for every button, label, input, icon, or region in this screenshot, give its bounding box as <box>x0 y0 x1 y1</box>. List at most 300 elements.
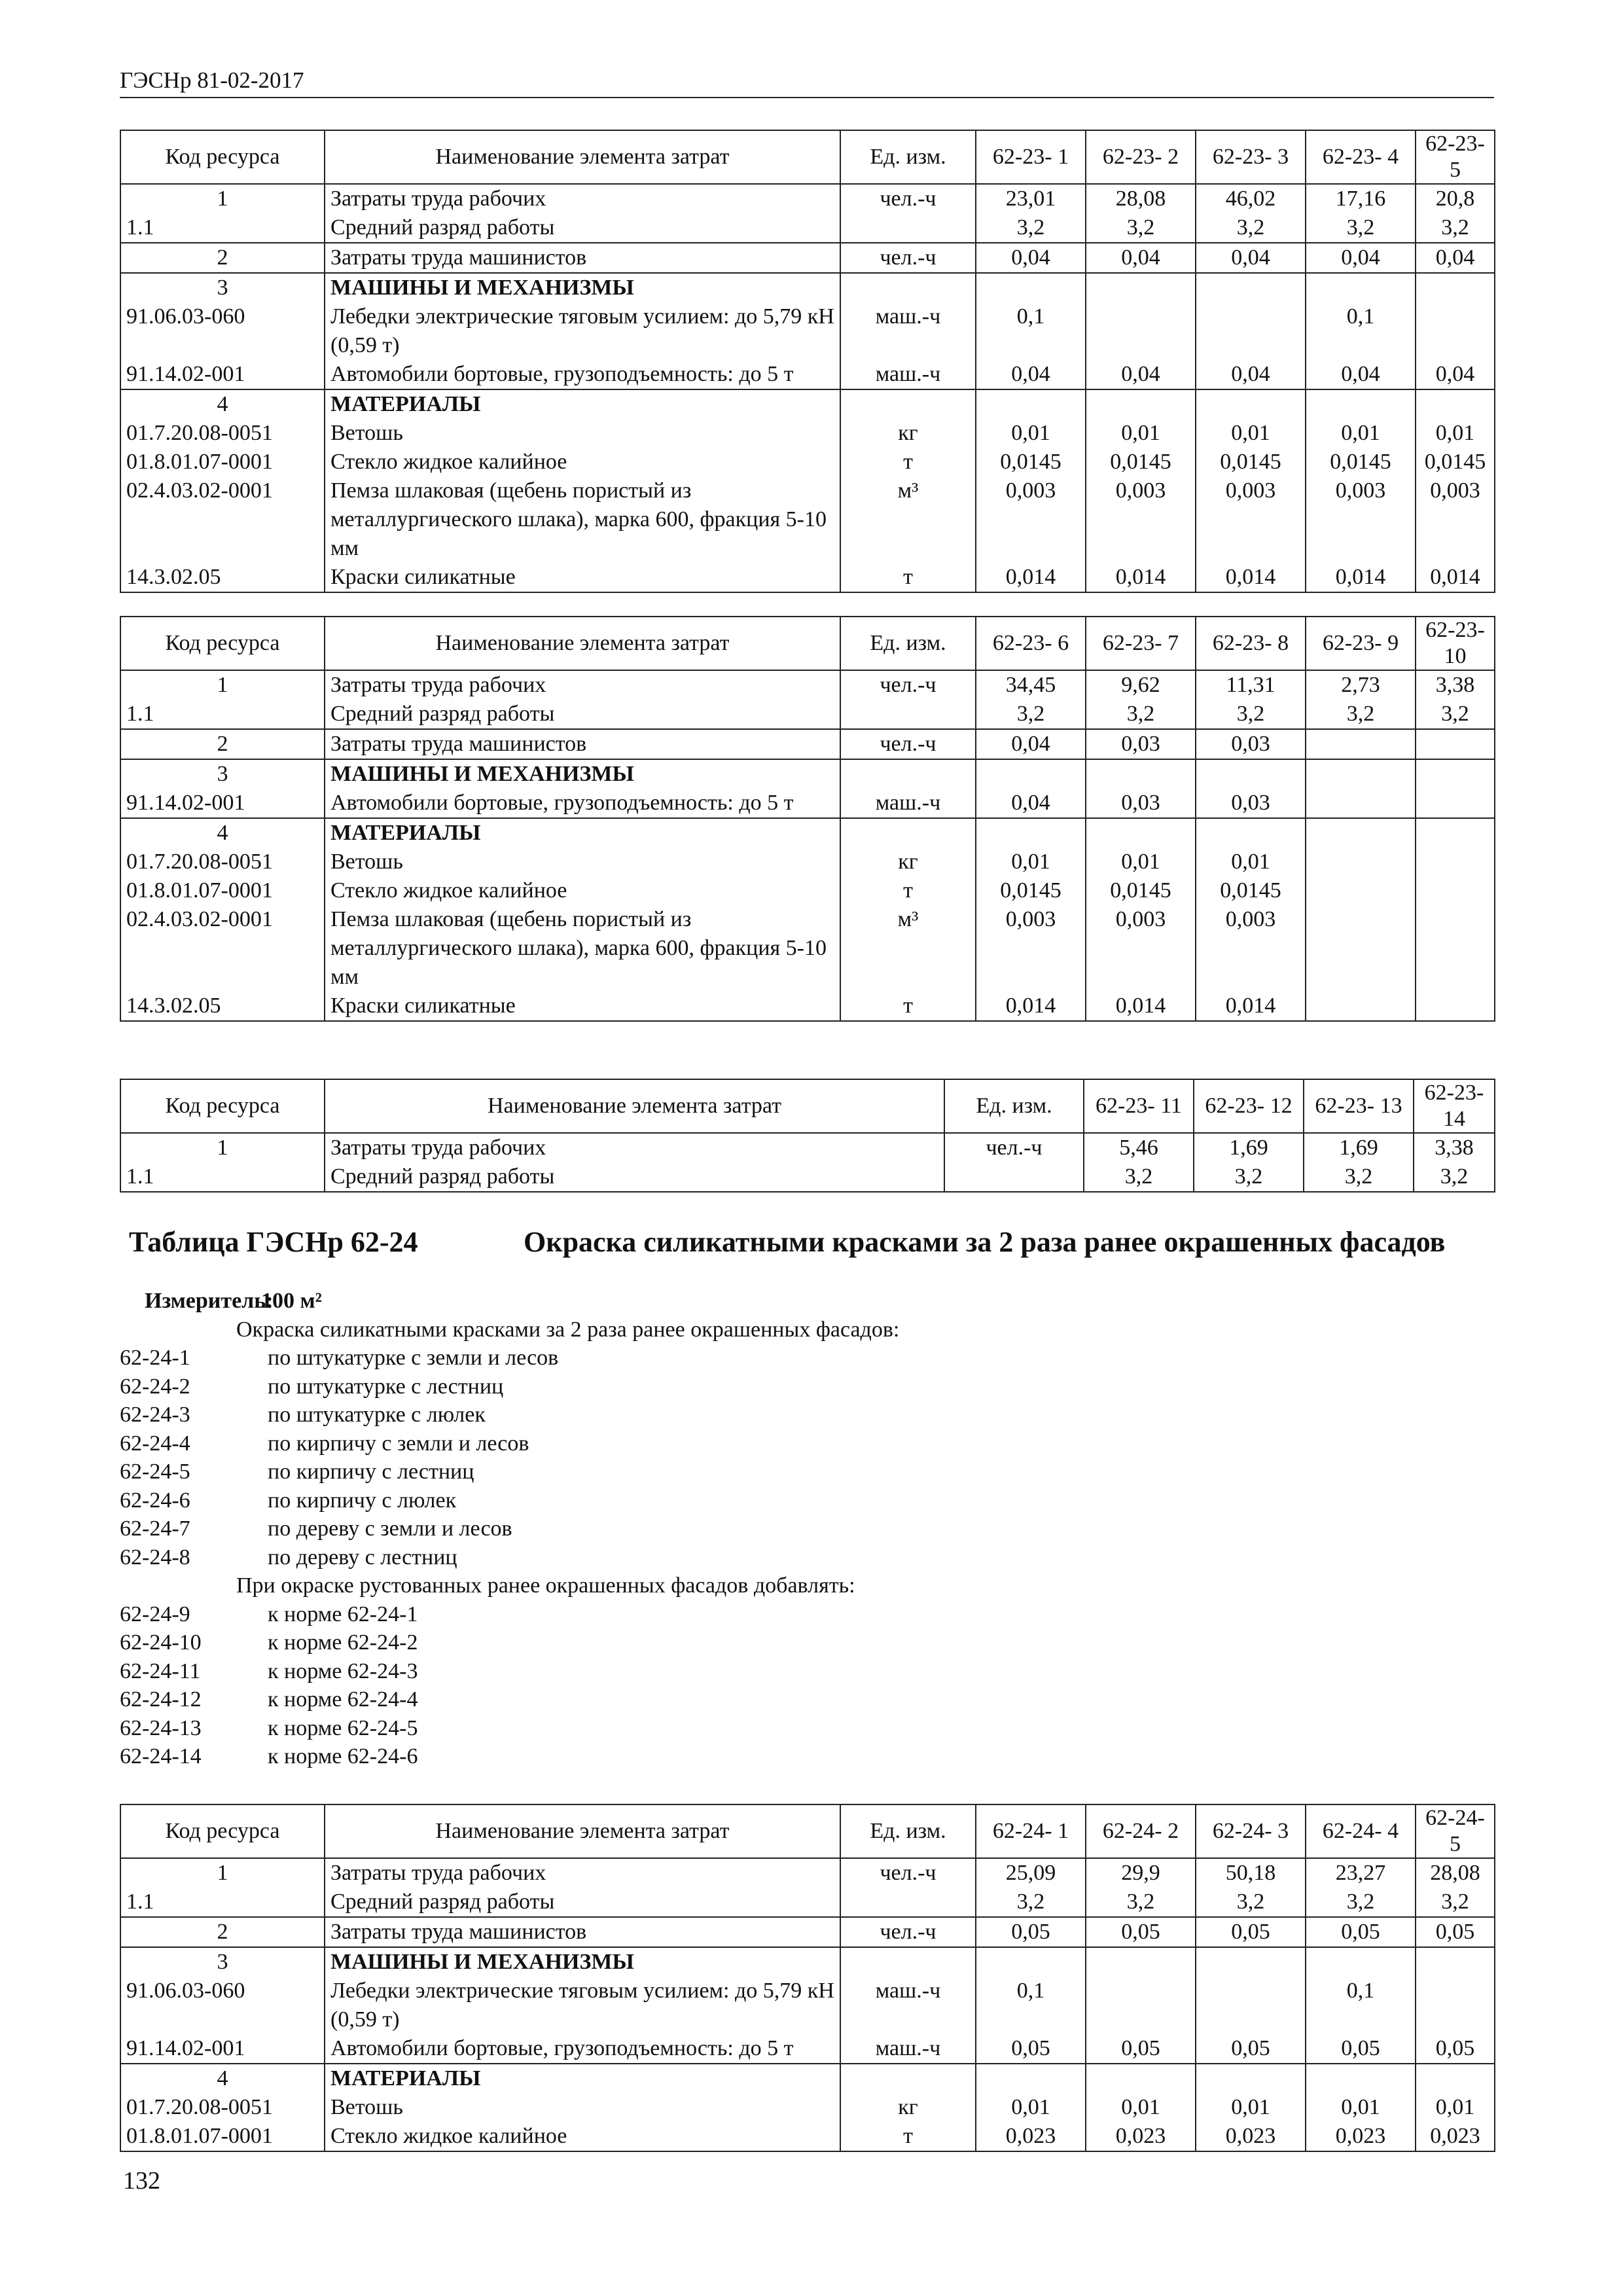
norm-value <box>1416 389 1495 419</box>
norm-description: по кирпичу с люлек <box>268 1488 457 1513</box>
norm-value: 3,2 <box>1084 1162 1194 1192</box>
col-header-code: Код ресурса <box>120 617 325 670</box>
table-row <box>120 419 1495 448</box>
resource-name: Затраты труда рабочих <box>325 1133 944 1162</box>
norm-value: 46,02 <box>1196 184 1306 213</box>
norm-value <box>976 1947 1086 1977</box>
norm-value: 0,0145 <box>976 448 1086 476</box>
norm-description: к норме 62-24-4 <box>268 1687 418 1712</box>
norm-code: 62-24-1 <box>120 1346 190 1370</box>
resource-unit: чел.-ч <box>944 1133 1084 1162</box>
norm-value: 0,05 <box>1086 1917 1196 1947</box>
table-row <box>120 1858 1495 1888</box>
resource-code: 3 <box>120 1947 325 1977</box>
norm-value <box>976 818 1086 848</box>
resource-code: 01.8.01.07-0001 <box>120 876 325 905</box>
norm-value <box>1196 759 1306 789</box>
resource-unit <box>840 2064 976 2093</box>
norm-value: 0,04 <box>1086 360 1196 389</box>
resource-unit: маш.-ч <box>840 302 976 360</box>
resource-unit: маш.-ч <box>840 789 976 818</box>
col-header-norm: 62-23- 6 <box>976 617 1086 670</box>
resource-table-62-23-b <box>120 616 1495 1022</box>
resource-code: 2 <box>120 243 325 273</box>
norm-value <box>1086 273 1196 302</box>
norm-value <box>1416 302 1495 360</box>
norm-value: 3,2 <box>1416 213 1495 243</box>
resource-name: Автомобили бортовые, грузоподъемность: до 5 т <box>325 360 840 389</box>
norm-value: 0,03 <box>1086 729 1196 759</box>
norm-value: 3,2 <box>1416 1888 1495 1917</box>
norm-value: 0,03 <box>1196 729 1306 759</box>
norm-value: 11,31 <box>1196 670 1306 700</box>
col-header-norm: 62-24- 4 <box>1306 1804 1416 1858</box>
norm-code: 62-24-4 <box>120 1431 190 1456</box>
norm-value: 0,05 <box>1196 2034 1306 2064</box>
resource-unit: кг <box>840 419 976 448</box>
resource-table-62-23-c <box>120 1079 1495 1193</box>
norm-value <box>1086 2064 1196 2093</box>
resource-name: Автомобили бортовые, грузоподъемность: до 5 т <box>325 789 840 818</box>
table-row <box>120 2034 1495 2064</box>
resource-unit: чел.-ч <box>840 1917 976 1947</box>
norm-list-item <box>120 1543 1363 1572</box>
norm-list-item <box>120 1344 1363 1372</box>
table-row <box>120 1133 1495 1162</box>
table-row <box>120 1917 1495 1947</box>
norm-value: 3,2 <box>1196 1888 1306 1917</box>
table-row <box>120 848 1495 876</box>
norm-list-item <box>120 1714 1363 1743</box>
norm-code: 62-24-6 <box>120 1488 190 1513</box>
norm-value: 0,04 <box>976 243 1086 273</box>
resource-unit <box>840 213 976 243</box>
norm-value: 3,2 <box>1196 213 1306 243</box>
norm-value: 1,69 <box>1304 1133 1414 1162</box>
norm-value: 0,014 <box>1306 563 1416 592</box>
norm-value: 3,2 <box>1086 213 1196 243</box>
table-caption-label: Таблица ГЭСНр 62-24 <box>129 1226 418 1258</box>
norm-list-item <box>120 1372 1363 1401</box>
header-row <box>120 130 1495 184</box>
table-row <box>120 789 1495 818</box>
norm-value <box>1086 389 1196 419</box>
norm-value: 29,9 <box>1086 1858 1196 1888</box>
resource-unit: чел.-ч <box>840 184 976 213</box>
norm-value: 17,16 <box>1306 184 1416 213</box>
col-header-code: Код ресурса <box>120 1804 325 1858</box>
norm-value: 3,2 <box>976 213 1086 243</box>
table-row <box>120 1977 1495 2034</box>
header-row <box>120 617 1495 670</box>
norm-value: 0,023 <box>1086 2122 1196 2151</box>
norm-value <box>1086 759 1196 789</box>
norm-value: 0,0145 <box>1306 448 1416 476</box>
resource-name: МАШИНЫ И МЕХАНИЗМЫ <box>325 1947 840 1977</box>
norm-value <box>1306 789 1416 818</box>
resource-code: 02.4.03.02-0001 <box>120 905 325 992</box>
col-header-norm: 62-23- 5 <box>1416 130 1495 184</box>
resource-name: Пемза шлаковая (щебень пористый из металлургического шлака), марка 600, фракция 5-10 мм <box>325 905 840 992</box>
table-row <box>120 243 1495 273</box>
norm-code: 62-24-8 <box>120 1545 190 1570</box>
norm-value: 3,2 <box>1306 700 1416 729</box>
norm-value: 0,01 <box>1196 419 1306 448</box>
norm-value: 3,2 <box>1416 700 1495 729</box>
norm-value: 3,2 <box>1196 700 1306 729</box>
table-row <box>120 2093 1495 2122</box>
norm-value: 0,05 <box>976 2034 1086 2064</box>
header-row <box>120 1804 1495 1858</box>
norm-value: 0,0145 <box>1196 876 1306 905</box>
resource-name: МАТЕРИАЛЫ <box>325 389 840 419</box>
resource-name: Краски силикатные <box>325 563 840 592</box>
resource-name: Затраты труда машинистов <box>325 243 840 273</box>
intro-text-2: При окраске рустованных ранее окрашенных фасадов добавлять: <box>236 1573 855 1598</box>
norm-value: 0,05 <box>1086 2034 1196 2064</box>
norm-description: к норме 62-24-1 <box>268 1602 418 1626</box>
resource-code: 4 <box>120 2064 325 2093</box>
norm-value: 0,1 <box>1306 302 1416 360</box>
resource-name: Средний разряд работы <box>325 1162 944 1192</box>
page-number: 132 <box>123 2167 160 2195</box>
resource-unit: кг <box>840 2093 976 2122</box>
norm-value: 0,01 <box>1196 848 1306 876</box>
norm-value: 0,0145 <box>1416 448 1495 476</box>
norm-value: 0,01 <box>976 419 1086 448</box>
table-caption-title: Окраска силикатными красками за 2 раза ранее окрашенных фасадов <box>524 1226 1446 1258</box>
table-row <box>120 992 1495 1021</box>
norm-list-item <box>120 1486 1363 1515</box>
resource-code: 1.1 <box>120 1162 325 1192</box>
table-row <box>120 2064 1495 2093</box>
norm-value: 0,04 <box>1196 243 1306 273</box>
resource-unit: чел.-ч <box>840 1858 976 1888</box>
norm-value: 0,1 <box>1306 1977 1416 2034</box>
resource-code: 4 <box>120 818 325 848</box>
col-header-norm: 62-23- 13 <box>1304 1079 1414 1133</box>
resource-name: МАТЕРИАЛЫ <box>325 818 840 848</box>
col-header-unit: Ед. изм. <box>944 1079 1084 1133</box>
meter-value: 100 м² <box>261 1289 322 1313</box>
norm-value: 0,003 <box>1416 476 1495 563</box>
norm-value <box>1196 273 1306 302</box>
col-header-norm: 62-24- 5 <box>1416 1804 1495 1858</box>
norm-value <box>1086 818 1196 848</box>
norm-list-item <box>120 1742 1363 1771</box>
norm-value: 0,014 <box>1196 992 1306 1021</box>
resource-code: 1 <box>120 1133 325 1162</box>
norm-value: 3,2 <box>1306 213 1416 243</box>
norm-value <box>1196 1947 1306 1977</box>
norm-value: 0,04 <box>976 360 1086 389</box>
resource-unit: чел.-ч <box>840 670 976 700</box>
resource-name: Лебедки электрические тяговым усилием: до 5,79 кН (0,59 т) <box>325 1977 840 2034</box>
col-header-code: Код ресурса <box>120 130 325 184</box>
norm-value <box>976 273 1086 302</box>
resource-name: Краски силикатные <box>325 992 840 1021</box>
norm-value: 0,1 <box>976 302 1086 360</box>
norm-list-1 <box>120 1344 1363 1571</box>
col-header-norm: 62-23- 10 <box>1416 617 1495 670</box>
norm-value <box>1416 273 1495 302</box>
norm-value: 1,69 <box>1194 1133 1304 1162</box>
resource-name: МАШИНЫ И МЕХАНИЗМЫ <box>325 273 840 302</box>
norm-value: 0,03 <box>1196 789 1306 818</box>
norm-value <box>1306 389 1416 419</box>
norm-value: 0,05 <box>1306 2034 1416 2064</box>
norm-value: 0,05 <box>1416 2034 1495 2064</box>
resource-table-62-24 <box>120 1804 1495 2152</box>
norm-value: 0,04 <box>1416 243 1495 273</box>
norm-description: к норме 62-24-3 <box>268 1659 418 1683</box>
resource-name: Затраты труда рабочих <box>325 1858 840 1888</box>
norm-value: 0,014 <box>1086 563 1196 592</box>
norm-value: 23,27 <box>1306 1858 1416 1888</box>
resource-code: 1 <box>120 184 325 213</box>
col-header-norm: 62-23- 2 <box>1086 130 1196 184</box>
norm-value: 0,014 <box>1196 563 1306 592</box>
col-header-name: Наименование элемента затрат <box>325 1079 944 1133</box>
col-header-norm: 62-23- 7 <box>1086 617 1196 670</box>
norm-value: 0,01 <box>1416 419 1495 448</box>
col-header-norm: 62-23- 9 <box>1306 617 1416 670</box>
norm-value: 0,0145 <box>1086 448 1196 476</box>
norm-value: 0,04 <box>1196 360 1306 389</box>
resource-code: 91.14.02-001 <box>120 789 325 818</box>
norm-value <box>1416 789 1495 818</box>
col-header-norm: 62-23- 3 <box>1196 130 1306 184</box>
norm-value <box>976 759 1086 789</box>
norm-list-item <box>120 1429 1363 1458</box>
table-row <box>120 818 1495 848</box>
resource-code: 1.1 <box>120 213 325 243</box>
table-row <box>120 905 1495 992</box>
table-row <box>120 302 1495 360</box>
col-header-unit: Ед. изм. <box>840 617 976 670</box>
resource-name: Стекло жидкое калийное <box>325 448 840 476</box>
norm-value: 9,62 <box>1086 670 1196 700</box>
norm-description: по дереву с земли и лесов <box>268 1516 512 1541</box>
meter-row <box>120 1287 1363 1316</box>
norm-value: 0,023 <box>1416 2122 1495 2151</box>
norm-value <box>1416 992 1495 1021</box>
table-row <box>120 448 1495 476</box>
resource-unit <box>840 759 976 789</box>
norm-list-item <box>120 1515 1363 1543</box>
col-header-norm: 62-23- 11 <box>1084 1079 1194 1133</box>
resource-unit <box>840 273 976 302</box>
resource-name: Ветошь <box>325 419 840 448</box>
table-row <box>120 876 1495 905</box>
resource-unit: чел.-ч <box>840 729 976 759</box>
table-row <box>120 360 1495 389</box>
norm-value: 0,014 <box>976 563 1086 592</box>
col-header-code: Код ресурса <box>120 1079 325 1133</box>
norm-value <box>1306 992 1416 1021</box>
norm-value: 0,1 <box>976 1977 1086 2034</box>
norm-list-2 <box>120 1600 1363 1771</box>
norm-value: 0,01 <box>976 2093 1086 2122</box>
norm-value <box>1306 905 1416 992</box>
header-rule <box>120 97 1494 98</box>
norm-value: 34,45 <box>976 670 1086 700</box>
norm-description: к норме 62-24-6 <box>268 1744 418 1768</box>
norm-description: по штукатурке с земли и лесов <box>268 1346 559 1370</box>
table-row <box>120 2122 1495 2151</box>
col-header-name: Наименование элемента затрат <box>325 1804 840 1858</box>
norm-value: 3,2 <box>976 1888 1086 1917</box>
norm-value <box>1416 876 1495 905</box>
norm-code: 62-24-2 <box>120 1374 190 1399</box>
resource-code: 14.3.02.05 <box>120 563 325 592</box>
resource-code: 3 <box>120 759 325 789</box>
norm-value: 0,003 <box>1196 905 1306 992</box>
norm-value: 3,2 <box>1086 1888 1196 1917</box>
resource-code: 1 <box>120 670 325 700</box>
resource-code: 1.1 <box>120 700 325 729</box>
norm-value: 3,2 <box>976 700 1086 729</box>
norm-value: 20,8 <box>1416 184 1495 213</box>
norm-value: 28,08 <box>1086 184 1196 213</box>
resource-code: 01.7.20.08-0051 <box>120 848 325 876</box>
norm-value <box>1416 848 1495 876</box>
norm-description: по штукатурке с люлек <box>268 1403 486 1427</box>
col-header-norm: 62-23- 12 <box>1194 1079 1304 1133</box>
norm-value: 0,04 <box>1086 243 1196 273</box>
table-row <box>120 1162 1495 1192</box>
norm-value: 0,01 <box>1306 419 1416 448</box>
measurement-block <box>120 1287 1363 1771</box>
norm-value: 50,18 <box>1196 1858 1306 1888</box>
norm-value: 23,01 <box>976 184 1086 213</box>
norm-value: 0,04 <box>1306 243 1416 273</box>
resource-code: 91.06.03-060 <box>120 302 325 360</box>
norm-value: 0,003 <box>1086 905 1196 992</box>
norm-value: 0,01 <box>1306 2093 1416 2122</box>
table-row <box>120 389 1495 419</box>
norm-value <box>1306 729 1416 759</box>
col-header-norm: 62-24- 2 <box>1086 1804 1196 1858</box>
resource-name: Средний разряд работы <box>325 213 840 243</box>
norm-value: 0,05 <box>1196 1917 1306 1947</box>
norm-value: 0,04 <box>976 729 1086 759</box>
col-header-name: Наименование элемента затрат <box>325 130 840 184</box>
norm-value <box>1196 389 1306 419</box>
resource-name: Средний разряд работы <box>325 1888 840 1917</box>
norm-value <box>1306 876 1416 905</box>
norm-value: 0,01 <box>1086 848 1196 876</box>
resource-code: 14.3.02.05 <box>120 992 325 1021</box>
table-row <box>120 273 1495 302</box>
col-header-name: Наименование элемента затрат <box>325 617 840 670</box>
resource-unit <box>840 1888 976 1917</box>
col-header-norm: 62-23- 14 <box>1414 1079 1495 1133</box>
norm-value: 3,2 <box>1304 1162 1414 1192</box>
col-header-norm: 62-24- 3 <box>1196 1804 1306 1858</box>
norm-value <box>1416 1947 1495 1977</box>
norm-value: 0,003 <box>1306 476 1416 563</box>
norm-value: 0,05 <box>976 1917 1086 1947</box>
resource-code: 1.1 <box>120 1888 325 1917</box>
norm-code: 62-24-5 <box>120 1460 190 1484</box>
col-header-unit: Ед. изм. <box>840 130 976 184</box>
norm-value: 3,38 <box>1414 1133 1495 1162</box>
norm-value: 0,023 <box>1306 2122 1416 2151</box>
norm-code: 62-24-12 <box>120 1687 202 1712</box>
norm-value <box>1306 2064 1416 2093</box>
resource-code: 02.4.03.02-0001 <box>120 476 325 563</box>
norm-value: 0,0145 <box>1196 448 1306 476</box>
table-row <box>120 700 1495 729</box>
norm-value: 0,014 <box>1086 992 1196 1021</box>
norm-value <box>1416 905 1495 992</box>
table-row <box>120 213 1495 243</box>
norm-value: 25,09 <box>976 1858 1086 1888</box>
col-header-norm: 62-23- 4 <box>1306 130 1416 184</box>
table-row <box>120 1888 1495 1917</box>
norm-value: 0,003 <box>1086 476 1196 563</box>
norm-value: 0,01 <box>1416 2093 1495 2122</box>
norm-list-item <box>120 1600 1363 1629</box>
norm-value <box>1306 759 1416 789</box>
resource-unit: т <box>840 563 976 592</box>
resource-code: 01.7.20.08-0051 <box>120 2093 325 2122</box>
resource-code: 01.7.20.08-0051 <box>120 419 325 448</box>
resource-name: Затраты труда рабочих <box>325 670 840 700</box>
norm-value <box>1196 1977 1306 2034</box>
resource-code: 91.06.03-060 <box>120 1977 325 2034</box>
table-row <box>120 729 1495 759</box>
norm-value <box>1416 2064 1495 2093</box>
norm-value <box>976 389 1086 419</box>
norm-list-item <box>120 1657 1363 1686</box>
norm-code: 62-24-11 <box>120 1659 201 1683</box>
intro-text-1: Окраска силикатными красками за 2 раза ранее окрашенных фасадов: <box>236 1317 900 1342</box>
norm-value: 28,08 <box>1416 1858 1495 1888</box>
norm-value: 0,01 <box>976 848 1086 876</box>
norm-value: 3,2 <box>1414 1162 1495 1192</box>
norm-code: 62-24-7 <box>120 1516 190 1541</box>
resource-name: Ветошь <box>325 848 840 876</box>
resource-table-62-23-a <box>120 130 1495 593</box>
resource-name: Затраты труда машинистов <box>325 1917 840 1947</box>
norm-value <box>1416 1977 1495 2034</box>
resource-name: МАШИНЫ И МЕХАНИЗМЫ <box>325 759 840 789</box>
col-header-norm: 62-23- 1 <box>976 130 1086 184</box>
resource-code: 01.8.01.07-0001 <box>120 448 325 476</box>
norm-value: 3,2 <box>1194 1162 1304 1192</box>
resource-unit <box>840 818 976 848</box>
norm-value: 0,04 <box>976 789 1086 818</box>
table-row <box>120 759 1495 789</box>
resource-unit: т <box>840 876 976 905</box>
resource-unit <box>840 1947 976 1977</box>
resource-unit: кг <box>840 848 976 876</box>
resource-code: 3 <box>120 273 325 302</box>
resource-unit <box>840 700 976 729</box>
table-row <box>120 1947 1495 1977</box>
norm-list-item <box>120 1401 1363 1429</box>
resource-name: Затраты труда машинистов <box>325 729 840 759</box>
document-header: ГЭСНр 81-02-2017 <box>120 67 304 93</box>
meter-label: Измеритель: <box>145 1289 274 1313</box>
table-row <box>120 563 1495 592</box>
resource-unit: т <box>840 992 976 1021</box>
norm-value: 0,05 <box>1416 1917 1495 1947</box>
resource-unit <box>840 389 976 419</box>
norm-value: 0,0145 <box>1086 876 1196 905</box>
